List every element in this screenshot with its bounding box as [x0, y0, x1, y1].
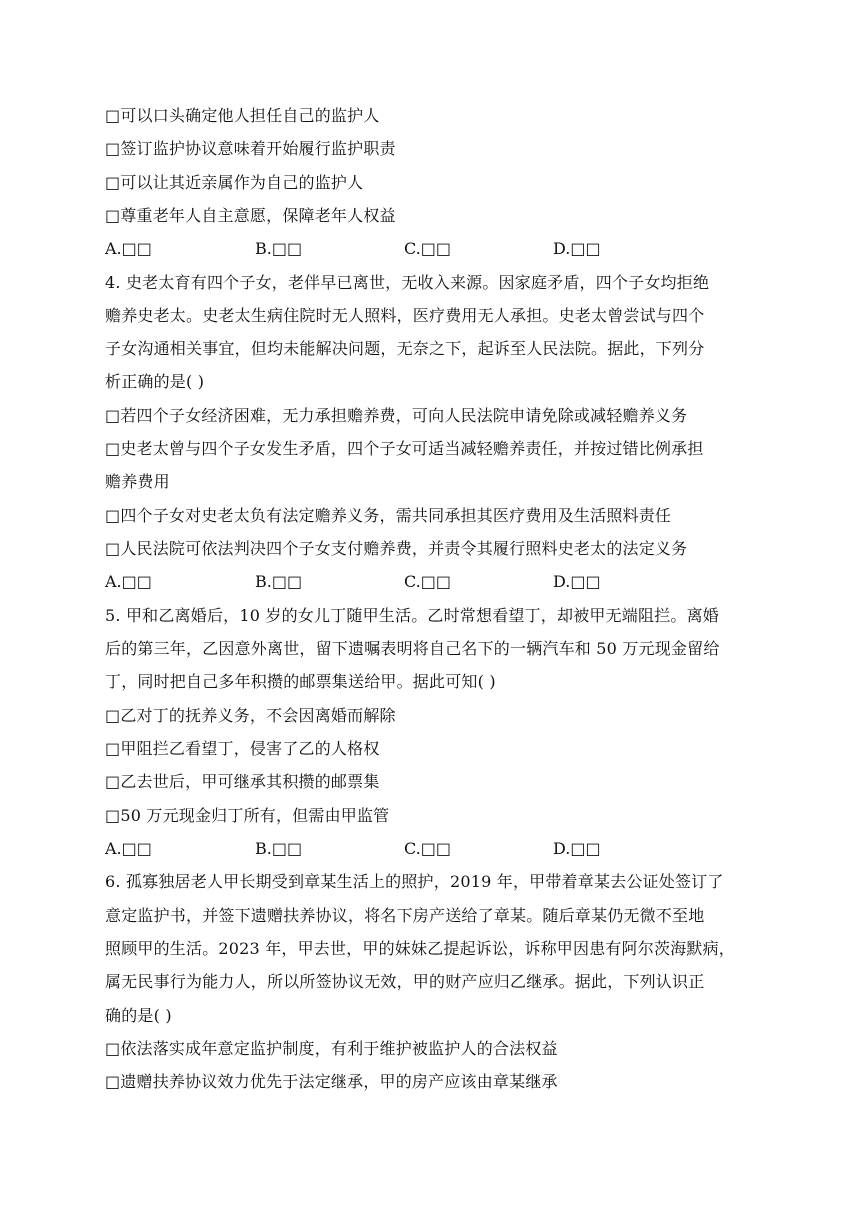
q3-answer-options	[105, 239, 625, 259]
option-d[interactable]: D.□□	[553, 839, 601, 858]
q5-statement-4: □50 万元现金归丁所有，但需由甲监管	[105, 806, 390, 825]
q3-statement-2: □签订监护协议意味着开始履行监护职责	[105, 139, 396, 158]
q3-statement-1: □可以口头确定他人担任自己的监护人	[105, 106, 380, 125]
q6-stem-line-1: 6. 孤寡独居老人甲长期受到章某生活上的照护，2019 年，甲带着章某去公证处签订了	[105, 872, 724, 891]
q4-statement-2: □史老太曾与四个子女发生矛盾，四个子女可适当减轻赡养责任，并按过错比例承担	[105, 439, 704, 458]
option-b[interactable]: B.□□	[255, 572, 303, 591]
q4-stem-line-4: 析正确的是( )	[105, 372, 205, 391]
option-a[interactable]: A.□□	[105, 839, 152, 858]
q4-stem-line-2: 赡养史老太。史老太生病住院时无人照料，医疗费用无人承担。史老太曾尝试与四个	[105, 306, 705, 325]
option-b[interactable]: B.□□	[255, 239, 303, 258]
q5-statement-1: □乙对丁的抚养义务，不会因离婚而解除	[105, 706, 396, 725]
q4-answer-options	[105, 572, 625, 592]
q5-stem-line-3: 丁，同时把自己多年积攒的邮票集送给甲。据此可知( )	[105, 672, 496, 691]
option-d[interactable]: D.□□	[553, 572, 601, 591]
q4-statement-3: □四个子女对史老太负有法定赡养义务，需共同承担其医疗费用及生活照料责任	[105, 506, 672, 525]
q3-statement-3: □可以让其近亲属作为自己的监护人	[105, 173, 364, 192]
option-d[interactable]: D.□□	[553, 239, 601, 258]
option-a[interactable]: A.□□	[105, 239, 152, 258]
q3-statement-4: □尊重老年人自主意愿，保障老年人权益	[105, 206, 396, 225]
q6-stem-line-3: 照顾甲的生活。2023 年，甲去世，甲的妹妹乙提起诉讼，诉称甲因患有阿尔茨海默病，	[105, 939, 736, 958]
q6-stem-line-4: 属无民事行为能力人，所以所签协议无效，甲的财产应归乙继承。据此，下列认识正	[105, 972, 705, 991]
q5-statement-3: □乙去世后，甲可继承其积攒的邮票集	[105, 772, 380, 791]
q6-stem-line-2: 意定监护书，并签下遗赠扶养协议，将名下房产送给了章某。随后章某仍无微不至地	[105, 906, 705, 925]
q5-answer-options	[105, 839, 625, 859]
q5-stem-line-2: 后的第三年，乙因意外离世，留下遗嘱表明将自己名下的一辆汽车和 50 万元现金留给	[105, 639, 720, 658]
option-b[interactable]: B.□□	[255, 839, 303, 858]
q4-statement-4: □人民法院可依法判决四个子女支付赡养费，并责令其履行照料史老太的法定义务	[105, 539, 688, 558]
q4-stem-line-1: 4. 史老太育有四个子女，老伴早已离世，无收入来源。因家庭矛盾，四个子女均拒绝	[105, 273, 710, 292]
q4-statement-2-cont: 赡养费用	[105, 472, 170, 491]
option-c[interactable]: C.□□	[404, 839, 451, 858]
q6-statement-1: □依法落实成年意定监护制度，有利于维护被监护人的合法权益	[105, 1039, 558, 1058]
q4-statement-1: □若四个子女经济困难，无力承担赡养费，可向人民法院申请免除或减轻赡养义务	[105, 406, 688, 425]
q4-stem-line-3: 子女沟通相关事宜，但均未能解决问题，无奈之下，起诉至人民法院。据此，下列分	[105, 339, 705, 358]
q6-stem-line-5: 确的是( )	[105, 1006, 172, 1025]
q5-stem-line-1: 5. 甲和乙离婚后，10 岁的女儿丁随甲生活。乙时常想看望丁，却被甲无端阻拦。离婚	[105, 606, 719, 625]
q5-statement-2: □甲阻拦乙看望丁，侵害了乙的人格权	[105, 739, 380, 758]
option-c[interactable]: C.□□	[404, 239, 451, 258]
q6-statement-2: □遗赠扶养协议效力优先于法定继承，甲的房产应该由章某继承	[105, 1072, 558, 1091]
option-a[interactable]: A.□□	[105, 572, 152, 591]
option-c[interactable]: C.□□	[404, 572, 451, 591]
